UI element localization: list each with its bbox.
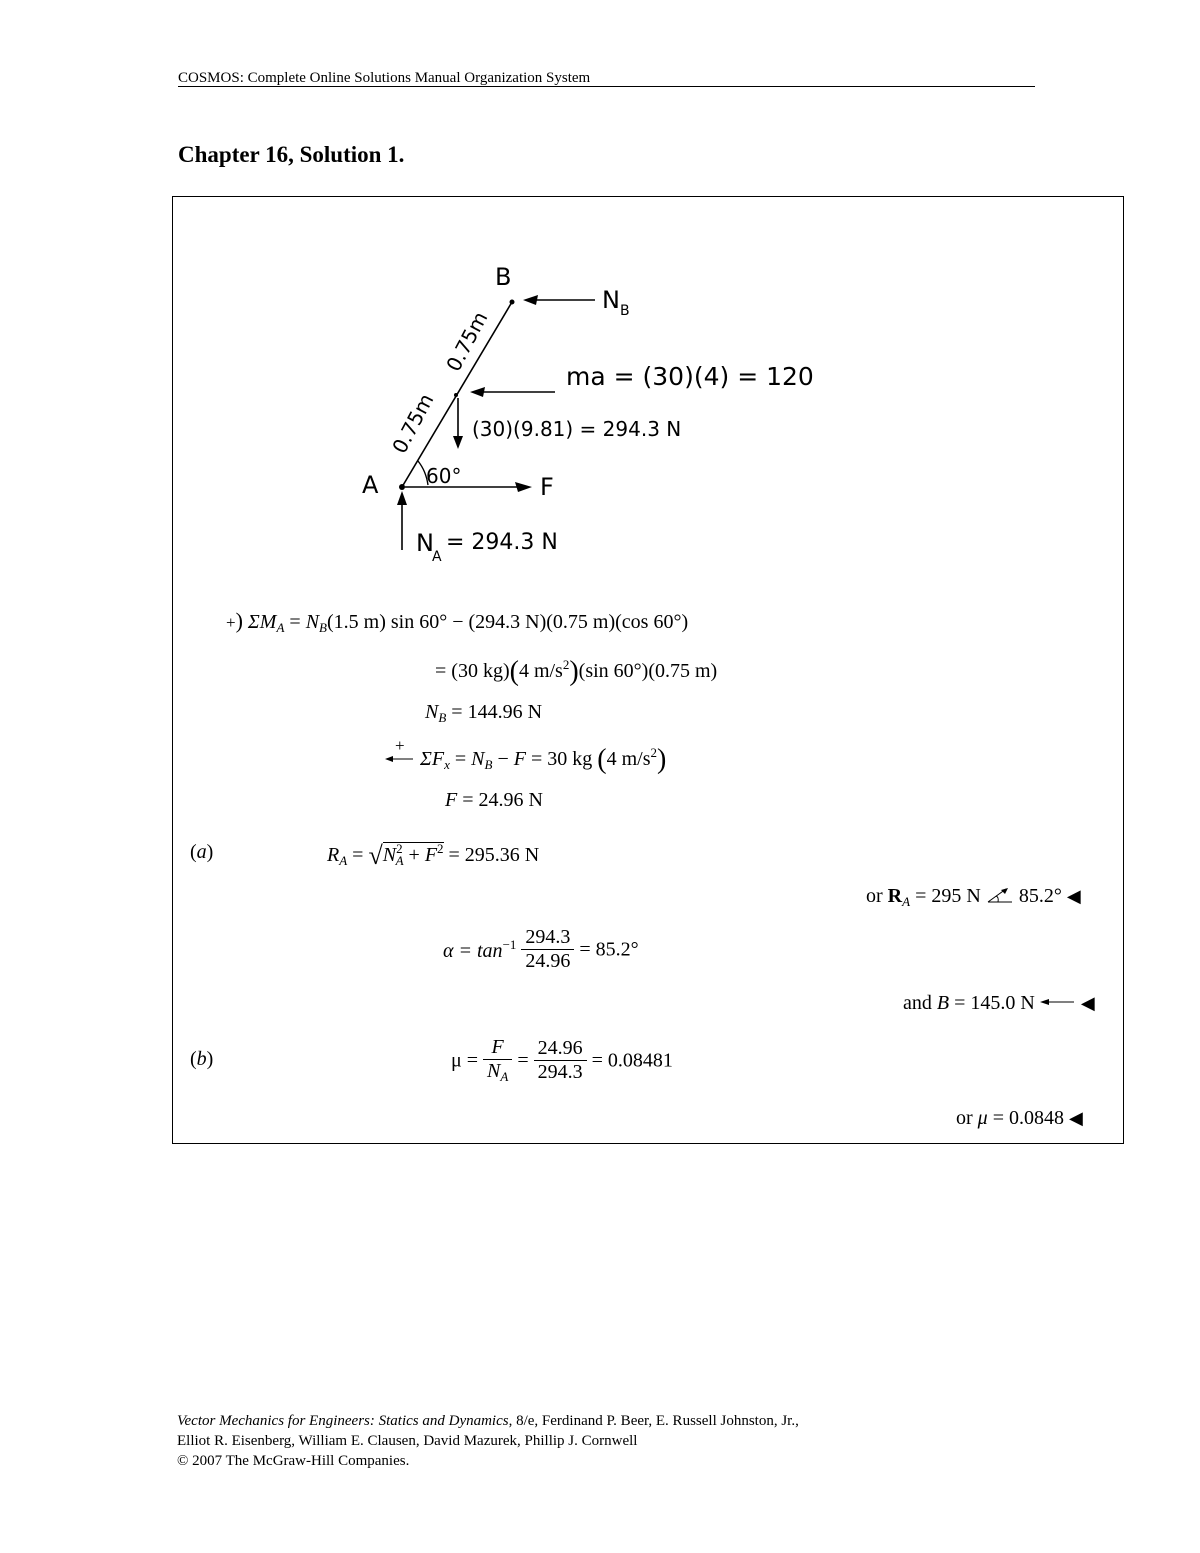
moment-equation: +) $\Sigma M_A = N_B(1.5$ m) sin 60° − (294.3 N)(0.75 m)(cos 60°) — [226, 608, 689, 635]
nb-value: = 144.96 N — [446, 701, 543, 723]
point-b — [510, 300, 515, 305]
ra-equation: $R_A = √N^2_A + F^2 = 295.36$ N — [327, 841, 540, 870]
ra-radicand-f: F — [424, 844, 438, 866]
fx-nb: N — [471, 748, 485, 770]
label-f: F — [540, 473, 554, 501]
fx-nb-sub: B — [484, 757, 493, 772]
fx-f: F — [513, 748, 526, 770]
point-a — [399, 484, 405, 490]
alpha-den: 24.96 — [525, 950, 571, 972]
na-arrowhead — [397, 491, 407, 505]
moment-lhs-sub: A — [276, 620, 285, 635]
answer-mu-or: or — [956, 1107, 978, 1129]
answer-b — [903, 993, 1095, 1013]
ra-radicand-n-sup: 2 — [396, 841, 403, 856]
moment-line2-b: 4 m/s — [518, 660, 563, 682]
f-value: = 24.96 N — [457, 789, 543, 811]
label-nb: N — [602, 286, 620, 314]
answer-marker-icon: ◀ — [1066, 886, 1081, 906]
footer-line3: © 2007 The McGraw-Hill Companies. — [177, 1453, 410, 1469]
ra-radicand-n: N — [382, 844, 397, 866]
nb-result — [425, 702, 542, 724]
fx-sigma: ΣF — [420, 748, 445, 770]
alpha-lhs: α = tan — [443, 940, 503, 962]
ra-radicand-n-sub: A — [395, 853, 404, 868]
fx-sign: + — [395, 736, 405, 755]
alpha-num: 294.3 — [521, 926, 574, 950]
moment-nb-sub: B — [319, 620, 327, 635]
ra-eq: = — [347, 844, 369, 866]
ra-lhs-sub: A — [339, 853, 348, 868]
page-title: Chapter 16, Solution 1. — [178, 142, 405, 167]
answer-mu — [956, 1108, 1083, 1128]
label-length-upper: 0.75m — [441, 307, 493, 376]
label-na-sub: A — [432, 549, 442, 565]
f-lhs: F — [445, 789, 458, 811]
label-b: B — [495, 263, 512, 291]
ma-arrowhead — [470, 387, 485, 397]
mu-value: = 0.08481 — [591, 1049, 673, 1072]
weight-arrowhead — [453, 436, 463, 449]
answer-ra-value: = 295 N — [910, 885, 986, 907]
moment-nb: N — [305, 611, 320, 633]
force-sum-equation: + $\Sigma F_x = N_B - F = 30$ kg (4 $m/s^2$) — [385, 745, 666, 774]
moment-equation-line2: = (30 kg)(4 $m/s^2)(\sin$ 60°)(0.75 m) — [435, 656, 718, 687]
label-length-lower: 0.75m — [387, 389, 439, 458]
ra-plus: + — [403, 844, 425, 866]
mu-den1-sub: A — [500, 1069, 509, 1084]
alpha-equation — [443, 926, 639, 973]
answer-ra-r: R — [887, 885, 903, 907]
mu-den2: 294.3 — [537, 1060, 583, 1083]
point-mid — [454, 393, 458, 397]
alpha-sup: −1 — [502, 937, 517, 952]
answer-ra-r-sub: A — [902, 894, 911, 909]
fx-accel: 4 m/s — [606, 748, 651, 770]
answer-mu-value: = 0.0848 — [987, 1107, 1064, 1129]
left-arrow-icon — [1040, 997, 1076, 1007]
moment-line2-c: (sin 60°)(0.75 m) — [578, 660, 718, 682]
answer-marker-icon: ◀ — [1069, 1108, 1083, 1128]
free-body-diagram — [340, 255, 820, 585]
ra-radicand-f-sup: 2 — [437, 841, 444, 856]
fx-accel-sup: 2 — [650, 745, 657, 760]
answer-ra — [866, 886, 1081, 908]
mu-den1: N — [487, 1060, 501, 1082]
moment-sign: + — [226, 613, 236, 632]
label-a: A — [362, 471, 379, 499]
moment-lhs: ΣM — [247, 611, 277, 633]
label-angle: 60° — [426, 464, 462, 488]
nb-lhs: N — [425, 701, 439, 723]
fx-eq: = — [449, 748, 472, 770]
answer-b-value: = 145.0 N — [949, 992, 1035, 1014]
header-rule — [178, 86, 1035, 87]
answer-b-and: and — [903, 992, 937, 1014]
mu-num1: F — [491, 1036, 504, 1058]
footer-book-title: Vector Mechanics for Engineers: Statics and Dynamics — [177, 1413, 509, 1429]
ra-lhs: R — [327, 844, 340, 866]
nb-lhs-sub: B — [438, 710, 447, 725]
moment-rest: (1.5 m) sin 60° − (294.3 N)(0.75 m)(cos 60°) — [327, 611, 689, 633]
fx-rhs: = 30 kg — [525, 748, 598, 770]
alpha-value: = 85.2° — [579, 938, 639, 961]
part-a-label: (a) — [190, 841, 214, 863]
fx-sub: x — [444, 757, 450, 772]
f-arrowhead — [515, 482, 532, 492]
angle-symbol-icon — [986, 886, 1014, 904]
footer-line2: Elliot R. Eisenberg, William E. Clausen, David Mazurek, Phillip J. Cornwell — [177, 1433, 638, 1449]
answer-ra-angle: 85.2° — [1013, 885, 1062, 907]
answer-b-sym: B — [936, 992, 950, 1014]
mu-lhs: μ = — [451, 1049, 479, 1072]
moment-eq: = — [289, 611, 306, 633]
label-na-value: = 294.3 N — [446, 530, 558, 555]
mu-num2: 24.96 — [534, 1037, 587, 1061]
fx-direction-arrow — [385, 755, 413, 763]
footer-line1-rest: , 8/e, Ferdinand P. Beer, E. Russell Johnston, Jr., — [508, 1413, 799, 1429]
answer-mu-sym: μ — [977, 1107, 988, 1129]
mu-equation — [451, 1036, 673, 1085]
moment-line2-a: = (30 kg) — [435, 660, 510, 682]
nb-arrowhead — [523, 295, 538, 305]
running-header: COSMOS: Complete Online Solutions Manual Organization System — [178, 70, 591, 86]
moment-line2-b-sup: 2 — [562, 657, 570, 672]
label-nb-sub: B — [620, 303, 630, 319]
answer-ra-or: or — [866, 885, 888, 907]
label-ma: ma = (30)(4) = 120 — [566, 362, 814, 391]
answer-marker-icon: ◀ — [1080, 993, 1095, 1013]
label-weight: (30)(9.81) = 294.3 N — [472, 417, 682, 441]
label-na: N — [416, 529, 434, 557]
f-result — [445, 790, 543, 810]
part-b-label: (b) — [190, 1048, 214, 1070]
footer-citation — [177, 1411, 799, 1471]
mu-eq2: = — [517, 1049, 529, 1072]
ra-value: = 295.36 N — [443, 844, 540, 866]
fx-minus: − — [492, 748, 514, 770]
